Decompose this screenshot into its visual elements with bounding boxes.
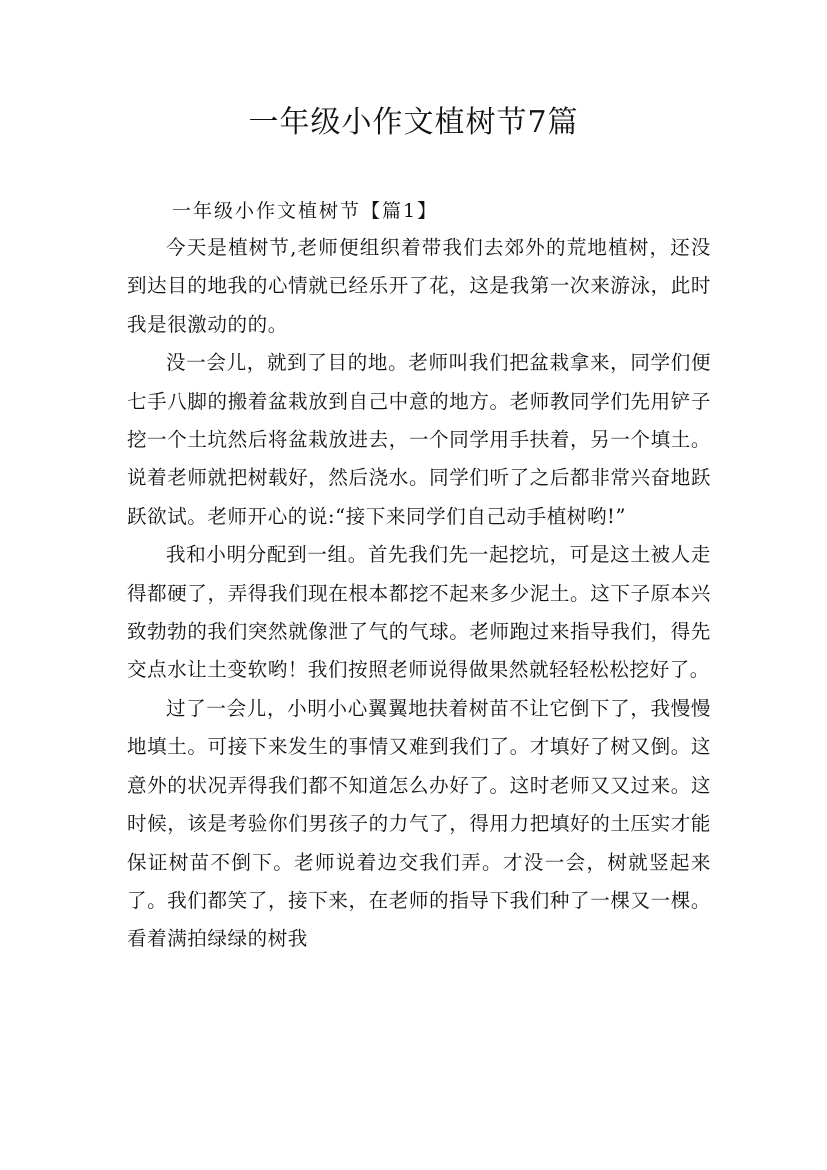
document-title: 一年级小作文植树节7篇 [248,105,579,140]
paragraph: 我和小明分配到一组。首先我们先一起挖坑，可是这土被人走得都硬了，弄得我们现在根本都挖不起来多少泥土。这下子原本兴致勃勃的我们突然就像泄了气的气球。老师跑过来指导我们，得先交点水让土变软哟！我们按照老师说得做果然就轻轻松松挖好了。 [127,543,711,682]
paragraph: 过了一会儿，小明小心翼翼地扶着树苗不让它倒下了，我慢慢地填土。可接下来发生的事情又难到我们了。才填好了树又倒。这意外的状况弄得我们都不知道怎么办好了。这时老师又又过来。这时候，该是考验你们男孩子的力气了，得用力把填好的土压实才能保证树苗不倒下。老师说着边交我们弄。才没一会，树就竖起来了。我们都笑了，接下来，在老师的指导下我们种了一棵又一棵。看着满拍绿绿的树我 [127,696,711,951]
paragraph: 今天是植树节,老师便组织着带我们去郊外的荒地植树，还没到达目的地我的心情就已经乐开了花，这是我第一次来游泳，此时我是很激动的的。 [127,236,711,336]
paragraph: 没一会儿，就到了目的地。老师叫我们把盆栽拿来，同学们便七手八脚的搬着盆栽放到自己中意的地方。老师教同学们先用铲子挖一个土坑然后将盆栽放进去，一个同学用手扶着，另一个填土。说着老师就把树载好，然后浇水。同学们听了之后都非常兴奋地跃跃欲试。老师开心的说:“接下来同学们自己动手植树哟!” [127,351,711,528]
section-heading: 一年级小作文植树节【篇1】 [172,200,439,222]
document-body [127,229,711,959]
